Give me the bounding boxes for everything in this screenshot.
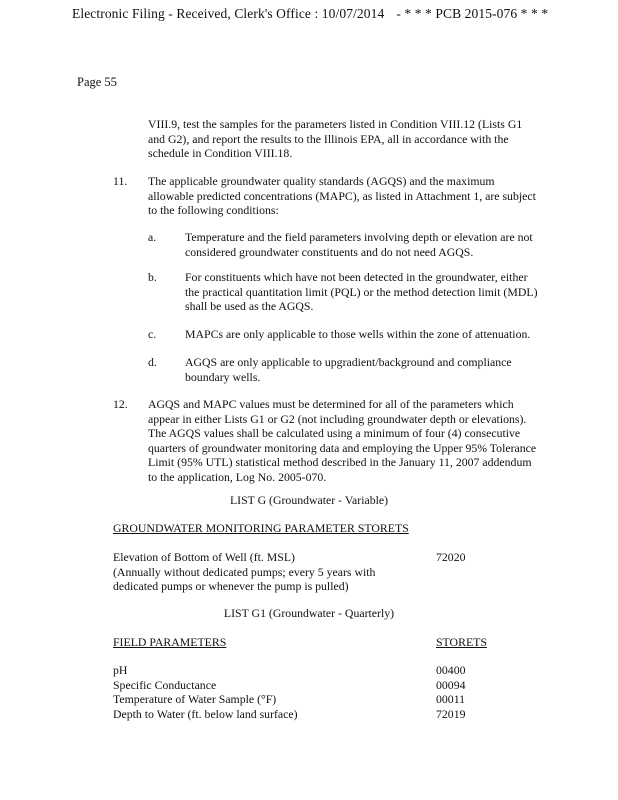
text-line: to the following conditions: <box>148 203 279 217</box>
text-line: The AGQS values shall be calculated using a minimum of four (4) consecutive <box>148 426 521 440</box>
table-cell: 00400 <box>436 663 466 677</box>
text-line: shall be used as the AGQS. <box>185 299 314 313</box>
list-g-row <box>113 550 375 594</box>
field-parameter-storets <box>436 663 466 721</box>
text-line: allowable predicted concentrations (MAPC), as listed in Attachment 1, are subject <box>148 188 536 203</box>
storets-heading: STORETS <box>436 635 487 649</box>
text-line: dedicated pumps or whenever the pump is pulled) <box>113 579 349 593</box>
item-11-number: 11. <box>113 174 128 188</box>
table-cell: 72019 <box>436 706 466 721</box>
text-line: AGQS are only applicable to upgradient/background and compliance <box>185 355 512 369</box>
text-line: schedule in Condition VIII.18. <box>148 146 293 160</box>
sub-a-text <box>185 230 533 259</box>
sub-c-text <box>185 327 530 342</box>
text-line: The applicable groundwater quality standards (AGQS) and the maximum <box>148 174 495 188</box>
sub-d-text <box>185 355 512 384</box>
text-line: Elevation of Bottom of Well (ft. MSL) <box>113 550 295 564</box>
text-line: VIII.9, test the samples for the parameters listed in Condition VIII.12 (Lists G1 <box>148 117 523 131</box>
table-row: Specific Conductance <box>113 677 217 692</box>
list-g-title: LIST G (Groundwater - Variable) <box>229 493 389 507</box>
item-11-text <box>148 174 536 218</box>
item-12-text <box>148 397 536 484</box>
field-parameters-heading: FIELD PARAMETERS <box>113 635 227 649</box>
text-line: appear in either Lists G1 or G2 (not including groundwater depth or elevations). <box>148 411 527 426</box>
text-line: quarters of groundwater monitoring data and employing the Upper 95% Tolerance <box>148 440 537 455</box>
text-line: AGQS and MAPC values must be determined for all of the parameters which <box>148 397 514 411</box>
text-line: considered groundwater constituents and do not need AGQS. <box>185 244 474 259</box>
text-line: For constituents which have not been detected in the groundwater, either <box>185 270 528 284</box>
text-line: (Annually without dedicated pumps; every 5 years with <box>113 564 376 579</box>
field-parameter-names <box>113 663 298 721</box>
intro-paragraph <box>148 117 522 161</box>
text-line: to the application, Log No. 2005-070. <box>148 469 327 484</box>
case-number: - * * * PCB 2015-076 * * * <box>396 6 549 21</box>
table-row: Depth to Water (ft. below land surface) <box>113 706 298 721</box>
list-g1-title: LIST G1 (Groundwater - Quarterly) <box>223 606 395 620</box>
text-line: Temperature and the field parameters involving depth or elevation are not <box>185 230 533 244</box>
sub-c-letter: c. <box>148 327 157 341</box>
page-number: Page 55 <box>77 75 117 89</box>
filing-stamp: Electronic Filing - Received, Clerk's Office : 10/07/2014 <box>72 6 385 21</box>
text-line: the practical quantitation limit (PQL) or the method detection limit (MDL) <box>185 284 538 299</box>
list-g-heading: GROUNDWATER MONITORING PARAMETER STORETS <box>113 521 409 535</box>
table-row: pH <box>113 663 128 677</box>
table-cell: 00094 <box>436 677 466 692</box>
table-row: Temperature of Water Sample (°F) <box>113 692 277 706</box>
text-line: MAPCs are only applicable to those wells within the zone of attenuation. <box>185 327 531 341</box>
sub-a-letter: a. <box>148 230 157 244</box>
table-cell: 00011 <box>436 692 466 706</box>
sub-b-letter: b. <box>148 270 157 284</box>
sub-d-letter: d. <box>148 355 157 369</box>
item-12-number: 12. <box>113 397 128 411</box>
text-line: Limit (95% UTL) statistical method described in the January 11, 2007 addendum <box>148 455 532 469</box>
filing-header <box>72 6 548 22</box>
text-line: boundary wells. <box>185 369 261 384</box>
text-line: and G2), and report the results to the Illinois EPA, all in accordance with the <box>148 131 509 146</box>
list-g-storet: 72020 <box>436 550 466 564</box>
sub-b-text <box>185 270 538 314</box>
